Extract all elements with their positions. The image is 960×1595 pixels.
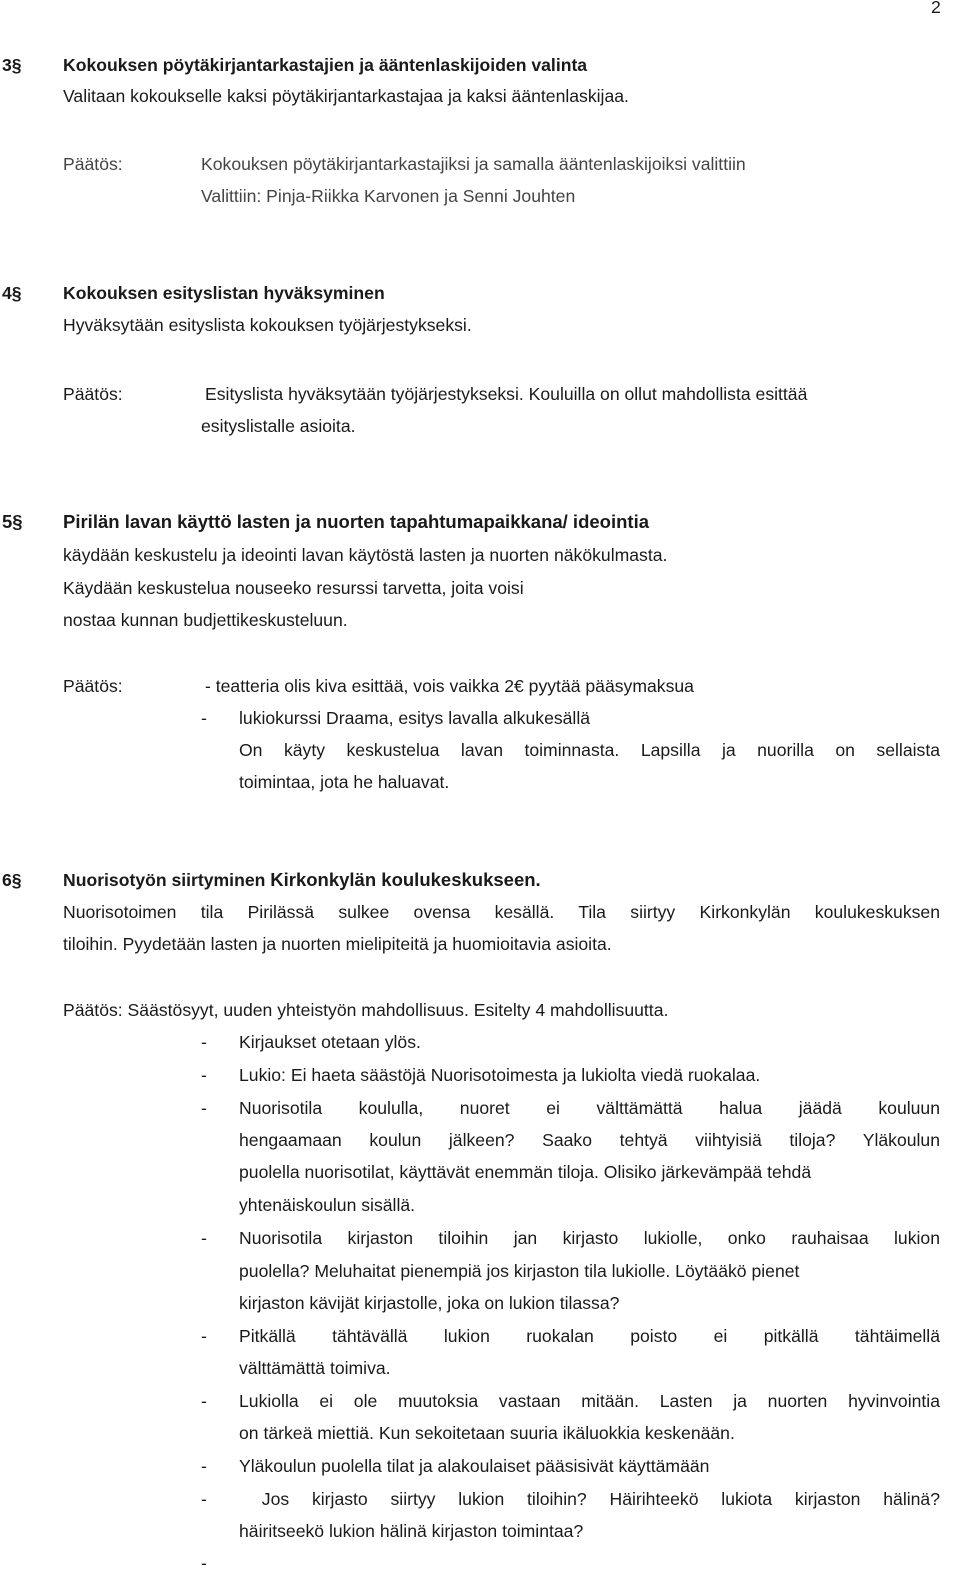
page-number: 2 xyxy=(931,0,941,17)
section-number: 4§ xyxy=(2,283,22,303)
decision-text: lukiokurssi Draama, esitys lavalla alkukesällä xyxy=(239,708,591,728)
decision-text: Päätös: Säästösyyt, uuden yhteistyön mahdollisuus. Esitelty 4 mahdollisuutta. xyxy=(63,1000,669,1020)
section-number: 3§ xyxy=(2,55,22,75)
list-item: Nuorisotila koululla, nuoret ei välttämättä halua jäädä kouluun xyxy=(239,1098,940,1118)
section-text: nostaa kunnan budjettikeskusteluun. xyxy=(63,610,348,630)
list-item: on tärkeä miettiä. Kun sekoitetaan suuria ikäluokkia keskenään. xyxy=(239,1423,735,1443)
list-item: välttämättä toimiva. xyxy=(239,1358,391,1378)
list-item: Lukio: Ei haeta säästöjä Nuorisotoimesta ja lukiolta viedä ruokalaa. xyxy=(239,1065,761,1085)
decision-text: esityslistalle asioita. xyxy=(201,416,356,436)
list-item: Yläkoulun puolella tilat ja alakoulaiset pääsisivät käyttämään xyxy=(239,1456,710,1476)
list-item: Nuorisotila kirjaston tiloihin jan kirjasto lukiolle, onko rauhaisaa lukion xyxy=(239,1228,940,1248)
list-item: puolella? Meluhaitat pienempiä jos kirjaston tila lukiolle. Löytääkö pienet xyxy=(239,1261,800,1281)
section-text: Nuorisotoimen tila Pirilässä sulkee ovensa kesällä. Tila siirtyy Kirkonkylän koulukeskuksen xyxy=(63,902,940,922)
decision-text: On käyty keskustelua lavan toiminnasta. Lapsilla ja nuorilla on sellaista xyxy=(239,740,940,760)
list-item: Jos kirjasto siirtyy lukion tiloihin? Häirihteekö lukiota kirjaston hälinä? xyxy=(239,1489,940,1509)
list-item: yhtenäiskoulun sisällä. xyxy=(239,1195,416,1215)
list-dash: - xyxy=(201,1065,207,1085)
decision-text: Valittiin: Pinja-Riikka Karvonen ja Senni Jouhten xyxy=(201,186,576,206)
section-title: Kokouksen pöytäkirjantarkastajien ja ääntenlaskijoiden valinta xyxy=(63,55,588,75)
list-dash: - xyxy=(201,1326,207,1346)
section-text: Valitaan kokoukselle kaksi pöytäkirjantarkastajaa ja kaksi ääntenlaskijaa. xyxy=(63,86,629,106)
list-dash: - xyxy=(201,1228,207,1248)
section-number: 6§ xyxy=(2,870,22,890)
list-dash: - xyxy=(201,1456,207,1476)
list-item: Kirjaukset otetaan ylös. xyxy=(239,1032,421,1052)
list-dash: - xyxy=(201,1032,207,1052)
section-title xyxy=(63,869,541,891)
list-dash: - xyxy=(201,1098,207,1118)
list-item: puolella nuorisotilat, käyttävät enemmän tiloja. Olisiko järkevämpää tehdä xyxy=(239,1162,812,1182)
list-item: hengaamaan koulun jälkeen? Saako tehtyä viihtyisiä tiloja? Yläkoulun xyxy=(239,1130,940,1150)
section-text: Hyväksytään esityslista kokouksen työjärjestykseksi. xyxy=(63,315,472,335)
section-title: Pirilän lavan käyttö lasten ja nuorten tapahtumapaikkana/ ideointia xyxy=(63,511,649,532)
section-number: 5§ xyxy=(2,511,23,532)
section-text: Käydään keskustelua nouseeko resurssi tarvetta, joita voisi xyxy=(63,578,524,598)
decision-text: - teatteria olis kiva esittää, vois vaikka 2€ pyytää pääsymaksua xyxy=(205,676,694,696)
decision-text: Esityslista hyväksytään työjärjestykseksi. Kouluilla on ollut mahdollista esittää xyxy=(205,384,808,404)
section-text: tiloihin. Pyydetään lasten ja nuorten mielipiteitä ja huomioitavia asioita. xyxy=(63,934,612,954)
list-dash: - xyxy=(201,1553,207,1573)
decision-label: Päätös: xyxy=(63,384,123,404)
decision-text: toimintaa, jota he haluavat. xyxy=(239,772,450,792)
list-dash: - xyxy=(201,1489,207,1509)
list-item: Lukiolla ei ole muutoksia vastaan mitään. Lasten ja nuorten hyvinvointia xyxy=(239,1391,940,1411)
list-dash: - xyxy=(201,708,207,728)
section-title-part: Kirkonkylän koulukeskukseen. xyxy=(270,869,541,890)
list-item: häiritseekö lukion hälinä kirjaston toimintaa? xyxy=(239,1521,584,1541)
list-item: kirjaston kävijät kirjastolle, joka on lukion tilassa? xyxy=(239,1293,620,1313)
decision-label: Päätös: xyxy=(63,676,123,696)
decision-label: Päätös: xyxy=(63,154,123,174)
section-title: Kokouksen esityslistan hyväksyminen xyxy=(63,283,385,303)
list-dash: - xyxy=(201,1391,207,1411)
section-title-part: Nuorisotyön siirtyminen xyxy=(63,870,271,890)
list-item: Pitkällä tähtävällä lukion ruokalan poisto ei pitkällä tähtäimellä xyxy=(239,1326,940,1346)
section-text: käydään keskustelu ja ideointi lavan käytöstä lasten ja nuorten näkökulmasta. xyxy=(63,545,668,565)
decision-text: Kokouksen pöytäkirjantarkastajiksi ja samalla ääntenlaskijoiksi valittiin xyxy=(201,154,746,174)
